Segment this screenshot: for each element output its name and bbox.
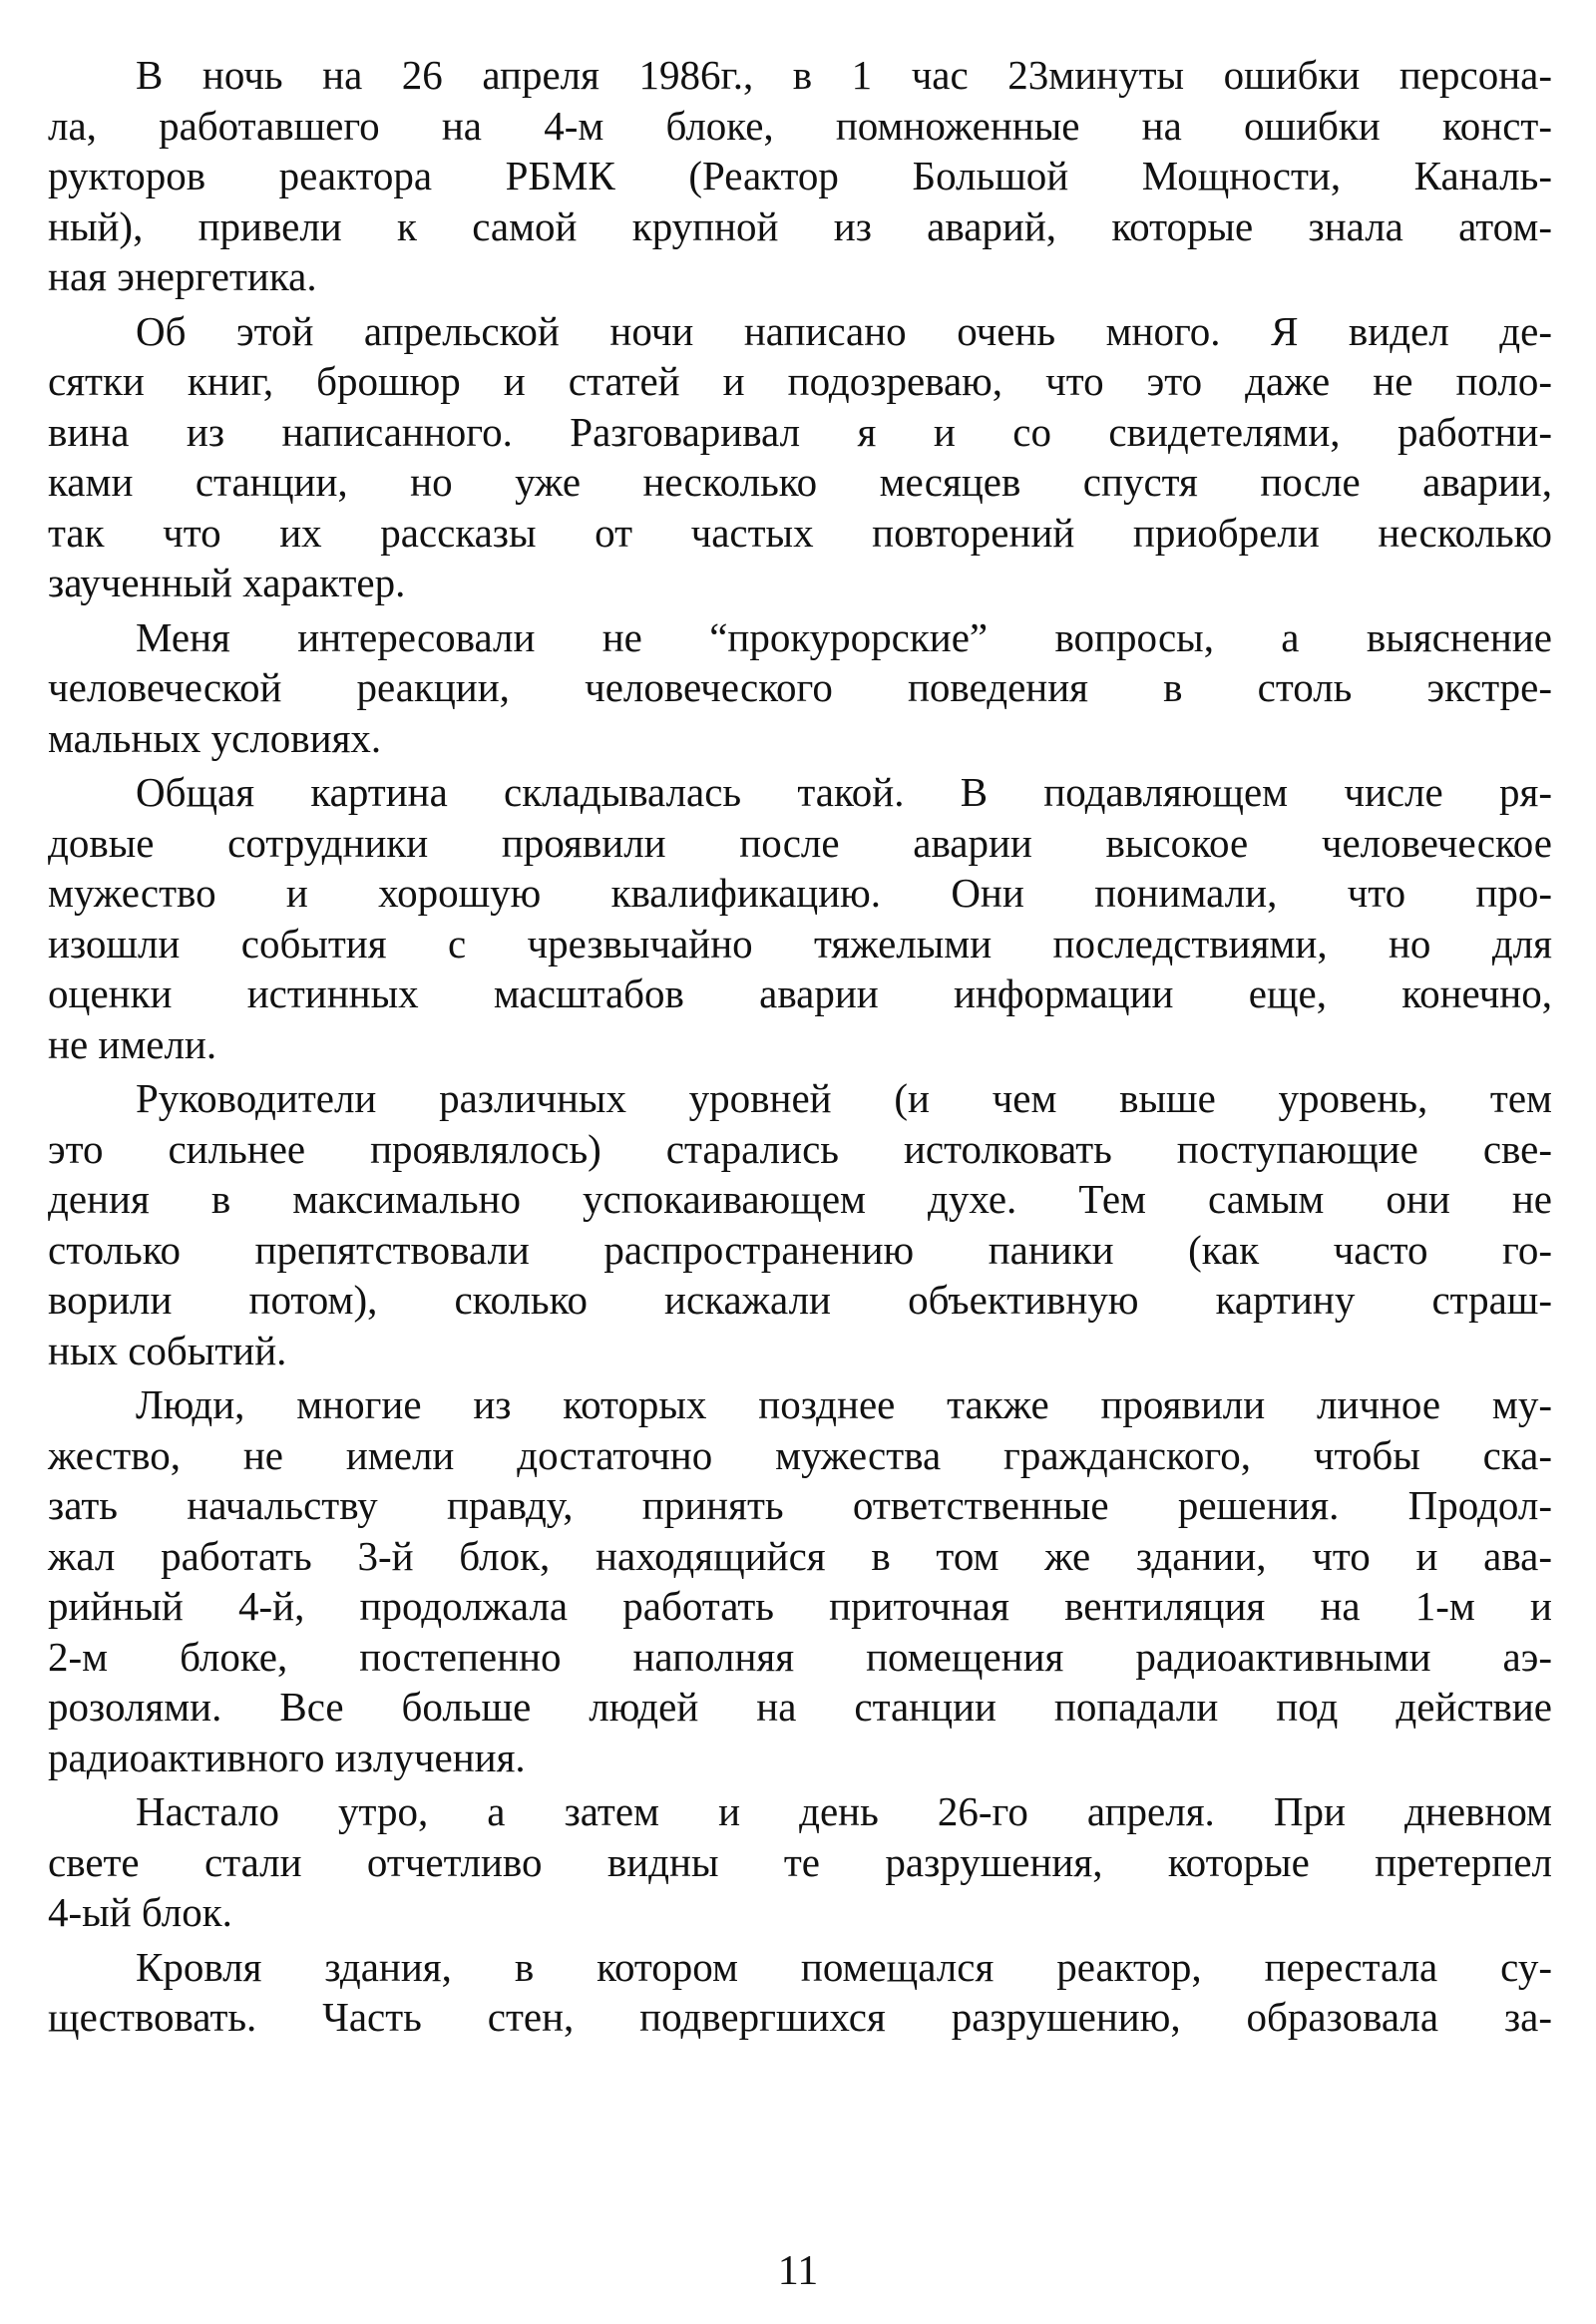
paragraph: [48, 1073, 1552, 1375]
text-line: жество, не имели достаточно мужества гражданского, чтобы ска-: [48, 1431, 1552, 1478]
page-number: 11: [777, 2248, 819, 2294]
text-line: так что их рассказы от частых повторений приобрели несколько: [48, 509, 1552, 556]
text-line: Люди, многие из которых позднее также проявили личное му-: [136, 1381, 1552, 1427]
paragraph: [48, 1942, 1552, 2043]
text-line: ками станции, но уже несколько месяцев спустя после аварии,: [48, 459, 1552, 505]
text-line: человеческой реакции, человеческого поведения в столь экстре-: [48, 664, 1552, 710]
text-line: дения в максимально успокаивающем духе. Тем самым они не: [48, 1176, 1552, 1222]
text-line: мужество и хорошую квалификацию. Они понимали, что про-: [48, 870, 1552, 916]
text-line: рукторов реактора РБМК (Реактор Большой Мощности, Каналь-: [48, 153, 1552, 198]
text-line: розолями. Все больше людей на станции попадали под действие: [48, 1684, 1552, 1730]
text-line: Об этой апрельской ночи написано очень много. Я видел де-: [136, 307, 1552, 354]
text-line: Кровля здания, в котором помещался реактор, перестала су-: [136, 1943, 1552, 1990]
text-line: Меня интересовали не “прокурорские” вопросы, а выяснение: [136, 613, 1552, 660]
text-line: Общая картина складывалась такой. В подавляющем числе ря-: [136, 769, 1552, 815]
text-line: зать начальству правду, принять ответственные решения. Продол-: [48, 1482, 1552, 1528]
text-line: ный), привели к самой крупной из аварий, которые знала атом-: [48, 202, 1552, 249]
text-line: изошли события с чрезвычайно тяжелыми последствиями, но для: [48, 920, 1552, 967]
text-line: мальных условиях.: [48, 714, 382, 761]
text-line: 4-ый блок.: [48, 1889, 232, 1935]
text-line: рийный 4-й, продолжала работать приточная вентиляция на 1-м и: [48, 1583, 1552, 1629]
text-line: вина из написанного. Разговаривал я и со свидетелями, работни-: [48, 408, 1552, 455]
text-line: ла, работавшего на 4-м блоке, помноженные на ошибки конст-: [48, 102, 1552, 149]
text-line: не имели.: [48, 1020, 217, 1067]
text-line: это сильнее проявлялось) старались истолковать поступающие све-: [48, 1125, 1552, 1172]
text-line: радиоактивного излучения.: [48, 1734, 526, 1780]
text-line: столько препятствовали распространению паники (как часто го-: [48, 1226, 1552, 1273]
paragraph: [48, 50, 1552, 302]
text-line: заученный характер.: [48, 560, 406, 605]
text-line: ворили потом), сколько искажали объективную картину страш-: [48, 1277, 1552, 1323]
text-line: ная энергетика.: [48, 253, 317, 299]
text-line: оценки истинных масштабов аварии информации еще, конечно,: [48, 970, 1552, 1016]
text-line: Настало утро, а затем и день 26-го апреля. При дневном: [136, 1788, 1552, 1834]
text-line: сятки книг, брошюр и статей и подозреваю, что это даже не поло-: [48, 358, 1552, 404]
text-line: довые сотрудники проявили после аварии высокое человеческое: [48, 819, 1552, 866]
text-line: 2-м блоке, постепенно наполняя помещения радиоактивными аэ-: [48, 1633, 1552, 1680]
text-line: свете стали отчетливо видны те разрушения, которые претерпел: [48, 1838, 1552, 1885]
text-line: жал работать 3-й блок, находящийся в том же здании, что и ава-: [48, 1532, 1552, 1579]
text-line: ных событий.: [48, 1327, 287, 1373]
paragraph: [48, 612, 1552, 764]
paragraph: [48, 1379, 1552, 1782]
text-line: Руководители различных уровней (и чем выше уровень, тем: [136, 1075, 1552, 1121]
text-line: В ночь на 26 апреля 1986г., в 1 час 23минуты ошибки персона-: [136, 52, 1552, 98]
paragraph: [48, 767, 1552, 1069]
paragraph: [48, 1786, 1552, 1938]
body-text: [48, 50, 1552, 2047]
paragraph: [48, 306, 1552, 608]
text-line: ществовать. Часть стен, подвергшихся разрушению, образовала за-: [48, 1994, 1552, 2040]
